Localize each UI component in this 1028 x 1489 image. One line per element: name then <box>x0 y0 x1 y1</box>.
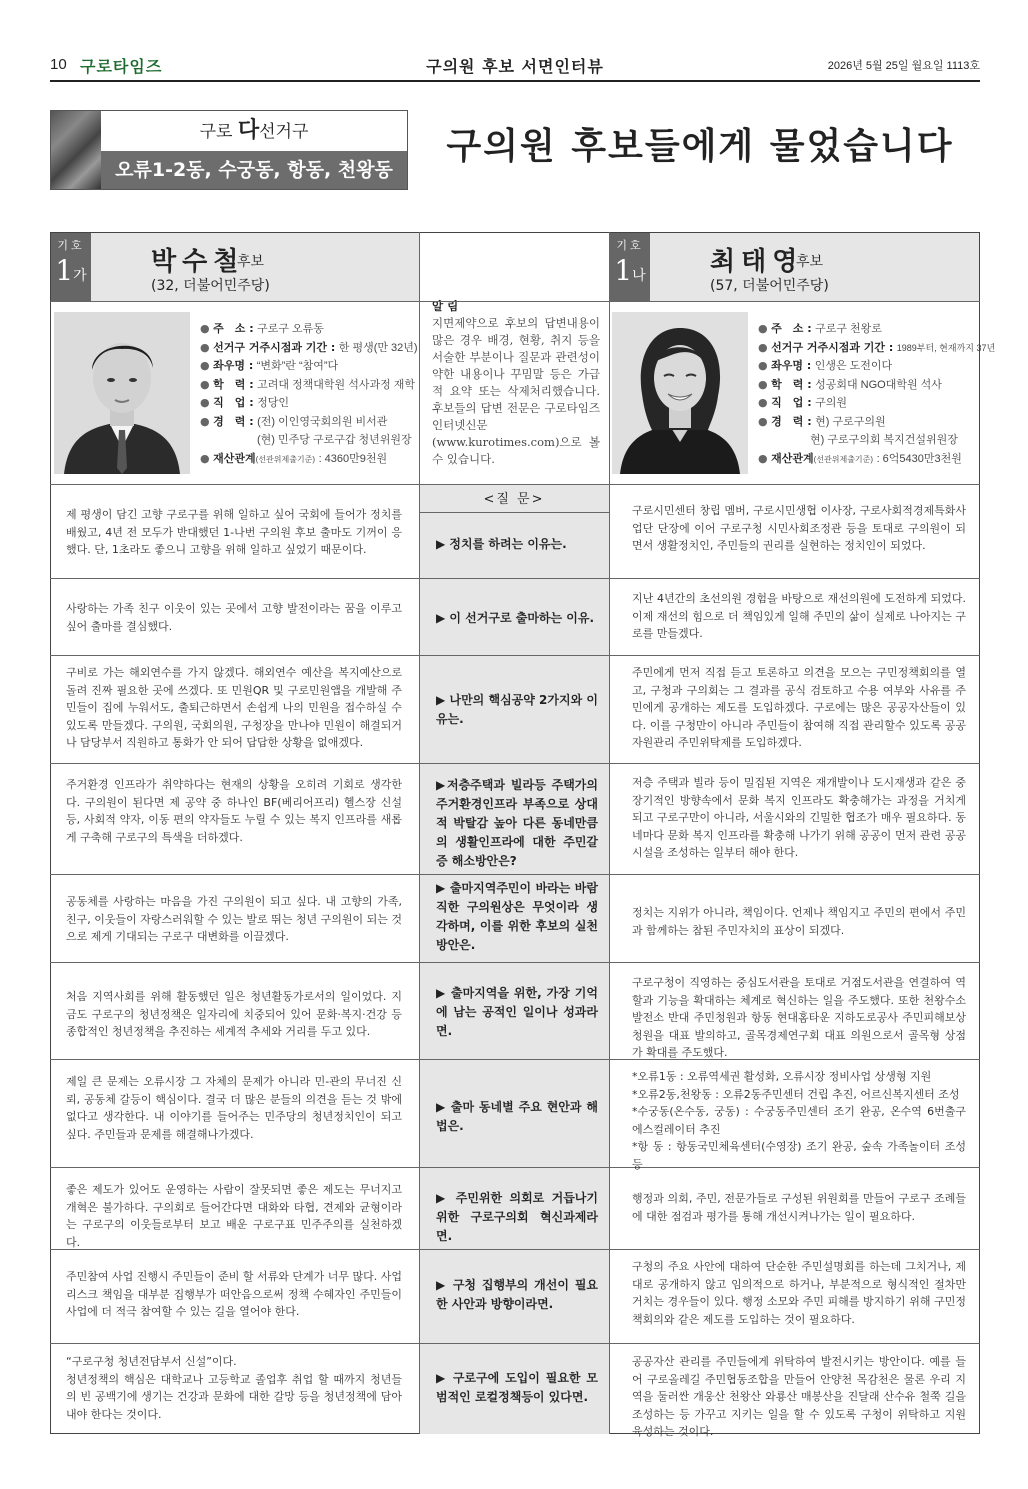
ballot-label: 기호 <box>616 239 644 252</box>
row-6-question: ▶ 출마지역을 위한, 가장 기억에 남는 공적인 일이나 성과라면. <box>436 986 598 1038</box>
row-1-question: ▶ 정치를 하려는 이유는. <box>436 537 567 551</box>
row-7-left-answer: 제일 큰 문제는 오류시장 그 자체의 문제가 아니라 민-관의 무너진 신뢰, 공동체 갈등이 핵심이다. 결국 더 많은 분들의 의견을 듣는 것 밖에 없다고 생각한다. 내 이야기를 들어주는 민주당의 청년정치인이 되고 싶다. 주민들과 문제를 해결해나가겠다. <box>66 1075 402 1141</box>
row-2-question: ▶ 이 선거구로 출마하는 이유. <box>436 611 595 625</box>
row-9-right-answer: 구청의 주요 사안에 대하여 단순한 주민설명회를 하는데 그치거나, 제대로 공개하지 않고 임의적으로 하거나, 부분적으로 형식적인 절차만 거치는 경우들이 있다. 행정 소모와 주민 피해를 방지하기 위해 구민정책회의와 같은 제도를 도입하는 것이 필요하다. <box>632 1260 966 1326</box>
district-letter: 다 <box>237 118 260 143</box>
dong-issue-line: *수궁동(온수동, 궁동) : 수궁동주민센터 조기 완공, 온수역 6번출구 에스컬레이터 추진 <box>632 1105 966 1136</box>
left-candidate-info <box>200 320 418 469</box>
ballot-number <box>51 253 91 294</box>
row-divider <box>50 655 980 656</box>
left-candidate-header <box>51 233 419 301</box>
row-10-question: ▶ 구로구에 도입이 필요한 모범적인 로컬정책등이 있다면. <box>436 1371 598 1404</box>
page-headline: 구의원 후보들에게 물었습니다 <box>446 125 954 167</box>
dong-issue-line: *오류1동 : 오류역세권 활성화, 오류시장 정비사업 상생형 지원 <box>632 1070 932 1083</box>
row-2-left-answer: 사랑하는 가족 친구 이웃이 있는 곳에서 고향 발전이라는 꿈을 이루고 싶어 출마를 결심했다. <box>66 602 402 633</box>
ballot-digit: 1 <box>55 254 74 287</box>
info-row-motto: ● 좌우명 : 인생은 도전이다 <box>758 359 893 372</box>
row-6-right-answer: 구로구청이 직영하는 중심도서관을 토대로 거점도서관을 연결하여 역할과 기능을 확대하는 체계로 혁신하는 일을 주도했다. 또한 천왕수소발전소 반대 주민청원과 항동 현대홈타운 지하도로공사 주민피해보상 청원을 대표 발의하고, 골목경제연구회 대표 의원으로서 골목형 상점가 확대를 주도했다. <box>632 976 966 1059</box>
row-6-left-answer: 처음 지역사회를 위해 활동했던 일은 청년활동가로서의 일이었다. 지금도 구로구의 청년정책은 일자리에 치중되어 있어 문화·복지·건강 등 종합적인 청년정책을 추진하는 세계적 추세와 거리를 두고 있다. <box>66 990 402 1038</box>
row-1-right-answer: 구로시민센터 창립 멤버, 구로시민생협 이사장, 구로사회적경제특화사업단 단장에 이어 구로구청 시민사회조정관 등을 토대로 구의원이 되면서 생활정치인, 주민들의 권리를 실현하는 정치인이 되었다. <box>632 504 966 552</box>
row-4-left-answer: 주거환경 인프라가 취약하다는 현재의 상황을 오히려 기회로 생각한다. 구의원이 된다면 제 공약 중 하나인 BF(베리어프리) 헬스장 신설 등, 사회적 약자, 이동 편의 약자들도 누릴 수 있는 복지 인프라를 새롭게 구축해 구로구의 특색을 더하겠다. <box>66 778 402 844</box>
row-divider <box>50 874 980 875</box>
page-number: 10 <box>50 56 67 73</box>
info-row-residence: ● 선거구 거주시점과 기간 : 1989부터, 현재까지 37년 <box>758 340 996 354</box>
left-candidate-name: 박수철 <box>151 247 245 277</box>
ballot-label: 기호 <box>57 239 85 252</box>
right-candidate-name: 최태영 <box>710 247 804 277</box>
info-row-education: ● 학 력 : 성공회대 NGO대학원 석사 <box>758 377 942 391</box>
ballot-sub: 가 <box>73 268 87 284</box>
right-ballot-number-box <box>610 233 650 301</box>
info-row-assets: ● 재산관계(선관위제출기준) : 4360만9천원 <box>200 451 388 465</box>
row-7-right-answer <box>632 1068 966 1173</box>
district-label <box>101 111 407 151</box>
left-candidate-photo <box>54 312 190 474</box>
row-3-right-answer: 주민에게 먼저 직접 듣고 토론하고 의견을 모으는 구민정책회의를 열고, 구청과 구의회는 그 결과를 공식 검토하고 수용 여부와 사유를 주민에게 공개하는 제도를 도입하겠다. 구로에는 많은 공공자산들이 있다. 이를 구청만이 아니라 주민들이 참여해 직접 관리할수 있도록 공공자원관리 주민위탁제를 도입하겠다. <box>632 666 966 749</box>
row-9-question: ▶ 구청 집행부의 개선이 필요한 사안과 방향이라면. <box>436 1278 598 1311</box>
answer-line: 청년정책의 핵심은 대학교나 고등학교 졸업후 취업 할 때까지 청년들의 빈 공백기에 생기는 건강과 문화에 대한 갈망 등을 청년정책에 담아내야 한다는 것이다. <box>66 1372 402 1421</box>
ballot-sub: 나 <box>632 268 646 284</box>
info-row-residence: ● 선거구 거주시점과 기간 : 한 평생(만 32년) <box>200 340 418 354</box>
row-divider <box>50 962 980 963</box>
row-4-question: ▶저층주택과 빌라등 주택가의 주거환경인프라 부족으로 상대적 박탈감 높아 다른 동네만큼의 생활인프라에 대한 주민갈증 해소방안은? <box>436 778 598 868</box>
row-divider <box>50 578 980 579</box>
row-3-question: ▶ 나만의 핵심공약 2가지와 이유는. <box>436 693 598 726</box>
notice-body: 지면제약으로 후보의 답변내용이 많은 경우 배경, 현황, 취지 등을 서술한 부분이나 질문과 관련성이 약한 내용이나 꾸밈말 등은 가급적 요약 또는 삭제처리했습니다. 후보들의 답변 전문은 구로타임즈 인터넷신문(www.kurotimes.com)으로 볼수 있습니다. <box>432 316 600 466</box>
district-suffix: 선거구 <box>259 122 309 142</box>
brand-logo: 구로타임즈 <box>80 57 163 76</box>
row-8-right-answer: 행정과 의회, 주민, 전문가들로 구성된 위원회를 만들어 구로구 조례들에 대한 점검과 평가를 통해 개선시켜나가는 일이 필요하다. <box>632 1192 966 1223</box>
row-5-question: ▶ 출마지역주민이 바라는 바람직한 구의원상은 무엇이라 생각하며, 이를 위한 후보의 실천방안은. <box>436 881 598 952</box>
info-row-address: ● 주 소 : 구로구 오류동 <box>200 322 324 335</box>
notice-box <box>432 298 600 468</box>
ballot-digit: 1 <box>614 254 633 287</box>
row-10-left-answer <box>66 1353 402 1423</box>
row-7-question: ▶ 출마 동네별 주요 현안과 해법은. <box>436 1100 598 1133</box>
column-divider <box>609 232 610 1434</box>
info-row-education: ● 학 력 : 고려대 정책대학원 석사과정 재학 <box>200 377 416 391</box>
dong-issue-line: *오류2동,천왕동 : 오류2동주민센터 건립 추진, 어르신복지센터 조성 <box>632 1087 960 1101</box>
row-5-left-answer: 공동체를 사랑하는 마음을 가진 구의원이 되고 싶다. 내 고향의 가족, 친구, 이웃들이 자랑스러워할 수 있는 발로 뛰는 청년 구의원이 되는 것으로 제게 기대되는 구로구 대변화를 이끌겠다. <box>66 895 402 943</box>
row-1-left-answer: 제 평생이 담긴 고향 구로구를 위해 일하고 싶어 국회에 들어가 정치를 배웠고, 4년 전 모두가 반대했던 1-나번 구의원 후보 출마도 기꺼이 응했다. 단, 1초라도 좋으니 고향을 위해 일하고 싶었기 때문이다. <box>66 508 402 556</box>
column-divider <box>419 232 420 1434</box>
row-divider <box>50 484 980 485</box>
district-prefix: 구로 <box>199 122 233 142</box>
info-row-motto: ● 좌우명 : “변화”란 “참여”다 <box>200 359 339 372</box>
row-3-left-answer: 구비로 가는 해외연수를 가지 않겠다. 해외연수 예산을 복지예산으로 돌려 진짜 필요한 곳에 쓰겠다. 또 민원QR 및 구로민원앱을 개발해 주민들이 집에 누워서도, 출퇴근하면서 손쉽게 나의 민원을 접수하실 수 있도록 만들겠다. 구의원, 국회의원, 구청장을 만나야 민원이 해결되거나 담당부서 직원하고 통화가 안 되어 답답한 상황을 없애겠다. <box>66 666 402 749</box>
row-divider <box>50 763 980 764</box>
left-candidate-suffix: 후보 <box>237 254 265 270</box>
right-candidate-header <box>610 233 979 301</box>
row-8-left-answer: 좋은 제도가 있어도 운영하는 사람이 잘못되면 좋은 제도는 무너지고 개혁은 불가하다. 구의회로 들어간다면 대화와 타협, 견제와 균형이라는 구로구의 이웃들로부터 보고 배운 구로구표 민주주의를 실천하겠다. <box>66 1183 402 1249</box>
info-row-career: ● 경 력 : (전) 이인영국회의원 비서관 <box>200 414 388 428</box>
page-header <box>50 52 980 82</box>
info-row-job: ● 직 업 : 구의원 <box>758 396 847 409</box>
left-ballot-number-box <box>51 233 91 301</box>
right-candidate-info <box>758 320 995 469</box>
issue-info: 2026년 5월 25일 월요일 1113호 <box>827 60 980 72</box>
right-candidate-party: (57, 더불어민주당) <box>710 278 829 294</box>
question-header-divider <box>419 512 609 513</box>
row-2-right-answer: 지난 4년간의 초선의원 경험을 바탕으로 재선의원에 도전하게 되었다. 이제 재선의 힘으로 더 책임있게 일해 주민의 삶이 실제로 나아지는 구로를 만들겠다. <box>632 592 966 640</box>
info-row-career-2: 현) 구로구의회 복지건설위원장 <box>810 434 958 446</box>
district-photo <box>51 111 101 189</box>
info-row-career-2: (현) 민주당 구로구갑 청년위원장 <box>257 434 412 446</box>
questions-header: <질 문> <box>483 492 545 507</box>
right-candidate-photo <box>612 312 748 474</box>
section-title: 구의원 후보 서면인터뷰 <box>426 57 604 76</box>
info-row-assets: ● 재산관계(선관위제출기준) : 6억5430만3천원 <box>758 451 962 465</box>
district-box <box>50 110 408 190</box>
row-divider <box>50 1343 980 1344</box>
row-10-right-answer: 공공자산 관리를 주민들에게 위탁하여 발전시키는 방안이다. 예를 들어 구로올레길 주민협동조합을 만들어 안양천 목감천은 물론 우리 지역을 둘러싼 개웅산 천왕산 와룡산 매봉산을 진달래 산수유 철쭉 길을 조성하는 등 가꾸고 지키는 일을 할 수 있도록 구청이 위탁하고 지원 육성하는 것이다. <box>632 1355 966 1438</box>
info-row-address: ● 주 소 : 구로구 천왕로 <box>758 322 882 335</box>
ballot-number <box>610 253 650 294</box>
row-4-right-answer: 저층 주택과 빌라 등이 밀집된 지역은 재개발이나 도시재생과 같은 중장기적인 방향속에서 문화 복지 인프라도 확충해가는 과정을 거치게 되고 구로구만이 아니라, 서울시와의 긴밀한 협조가 매우 필요하다. 동네마다 문화 복지 인프라를 확충해 나가기 위해 공공이 먼저 관련 공공시설을 조성하는 일부터 해야 한다. <box>632 776 966 859</box>
row-8-question: ▶ 주민위한 의회로 거듭나기 위한 구로구의회 혁신과제라면. <box>436 1191 598 1243</box>
right-candidate-suffix: 후보 <box>796 254 824 270</box>
row-9-left-answer: 주민참여 사업 진행시 주민들이 준비 할 서류와 단계가 너무 많다. 사업 리스크 책임을 대부분 집행부가 떠안음으로써 정책 수혜자인 주민들이 사업에 더 적극 참여할 수 있는 길을 열어야 한다. <box>66 1270 402 1318</box>
info-row-career: ● 경 력 : 현) 구로구의원 <box>758 414 886 428</box>
answer-line: “구로구청 청년전담부서 신설”이다. <box>66 1355 237 1368</box>
notice-title: 알 림 <box>432 299 459 313</box>
district-areas: 오류1-2동, 수궁동, 항동, 천왕동 <box>101 151 407 189</box>
left-candidate-party: (32, 더불어민주당) <box>151 278 270 294</box>
row-divider <box>50 301 980 302</box>
info-row-job: ● 직 업 : 정당인 <box>200 396 289 409</box>
row-5-right-answer: 정치는 지위가 아니라, 책임이다. 언제나 책임지고 주민의 편에서 주민과 함께하는 참된 주민자치의 표상이 되겠다. <box>632 906 966 937</box>
dong-issue-line: *항 동 : 항동국민체육센터(수영장) 조기 완공, 숲속 가족놀이터 조성등 <box>632 1140 966 1171</box>
